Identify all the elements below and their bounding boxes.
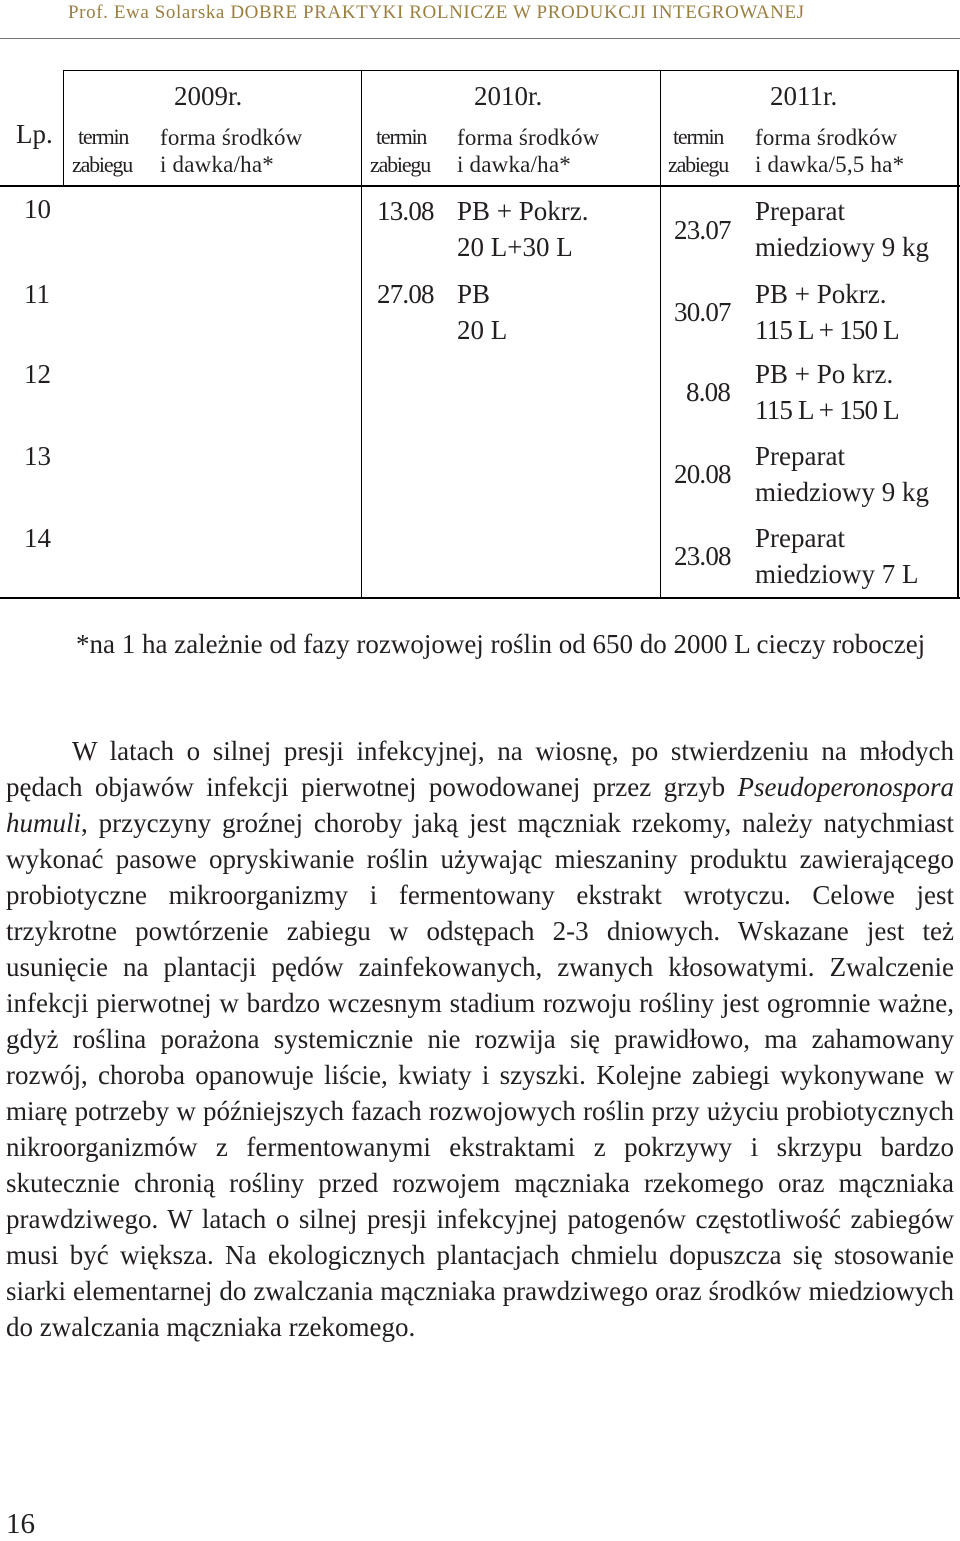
row-13-termin-2011: 20.08 [674,459,731,489]
forma-header-2010-line2: i dawka/ha* [457,152,571,177]
termin-header-2010-line2: zabiegu [370,152,431,177]
row-11-forma-2010-line2: 20 L [457,315,508,345]
divider-2010-2011 [660,70,661,598]
table-right-border [957,70,959,598]
row-11-forma-2011: PB + Pokrz. [755,279,887,309]
table-footnote: *na 1 ha zależnie od fazy rozwojowej roślin od 650 do 2000 L cieczy roboczej [76,629,926,659]
running-header: Prof. Ewa Solarska DOBRE PRAKTYKI ROLNICZE W PRODUKCJI INTEGROWANEJ [68,2,805,23]
forma-header-2011-line2: i dawka/5,5 ha* [755,152,905,177]
row-13-forma-2011-line2: miedziowy 9 kg [755,477,929,507]
table-left-border [63,70,64,185]
table-bottom-border [0,597,960,599]
species-name: Pseudoperonospora humuli [6,772,954,838]
paragraph-part-2: , przyczyny groźnej choroby jaką jest mączniak rzekomy, należy natychmiast wykonać pasowe opryskiwanie roślin używając mieszaniny produktu zawierającego probiotyczne mikroorganizmy i fermentowany ekstrakt wrotyczu. Celowe jest trzykrotne powtórzenie zabiegu w odstępach 2-3 dniowych. Wskazane jest też usunięcie na plantacji pędów zainfekowanych, zwanych kłosowatymi. Zwalczenie infekcji pierwotnej w bardzo wczesnym stadium rozwoju rośliny jest ogromnie ważne, gdyż roślina porażona systemicznie nie rozwija się prawidłowo, ma zahamowany rozwój, choroba opanowuje liście, kwiaty i szyszki. Kolejne zabiegi wykonywane w miarę potrzeby w późniejszych fazach rozwojowych roślin przy użyciu probiotycznych nikroorganizmów z fermentowanymi ekstraktami z pokrzywy i skrzypu bardzo skutecznie chronią rośliny przed rozwojem mączniaka rzekomego oraz mączniaka prawdziwego. W latach o silnej presji infekcyjnej patogenów częstotliwość zabiegów musi być większa. Na ekologicznych plantacjach chmielu dopuszcza się stosowanie siarki elementarnej do zwalczania mączniaka prawdziwego oraz środków miedziowych do zwalczania mączniaka rzekomego. [6,808,954,1342]
termin-header-2011-line2: zabiegu [668,152,729,177]
row-10-forma-2011-line2: miedziowy 9 kg [755,232,929,262]
row-14-forma-2011-line2: miedziowy 7 L [755,559,919,589]
lp-header: Lp. [16,119,53,149]
year-header-2009: 2009r. [174,81,243,111]
row-10-forma-2010: PB + Pokrz. [457,196,589,226]
row-14-forma-2011: Preparat [755,523,845,553]
row-10-lp: 10 [24,194,51,224]
row-13-lp: 13 [24,441,51,471]
row-12-lp: 12 [24,359,51,389]
row-14-lp: 14 [24,523,51,553]
termin-header-2010: termin [376,124,427,149]
forma-header-2011: forma środków [755,125,898,150]
row-11-lp: 11 [24,279,50,309]
row-10-forma-2010-line2: 20 L+30 L [457,232,573,262]
row-12-forma-2011-line2: 115 L + 150 L [755,395,899,425]
page-number: 16 [6,1508,35,1540]
row-10-termin-2010: 13.08 [377,196,434,226]
row-10-termin-2011: 23.07 [674,215,731,245]
row-11-forma-2010: PB [457,279,491,309]
row-14-termin-2011: 23.08 [674,541,731,571]
termin-header-2009-line2: zabiegu [72,152,133,177]
termin-header-2011: termin [673,124,724,149]
row-10-forma-2011: Preparat [755,196,845,226]
forma-header-2009-line2: i dawka/ha* [160,152,274,177]
row-11-forma-2011-line2: 115 L + 150 L [755,315,899,345]
table-top-border [63,70,958,71]
paragraph-part-1: W latach o silnej presji infekcyjnej, na wiosnę, po stwierdzeniu na młodych pędach objawów infekcji pierwotnej powodowanej przez grzyb [6,736,954,802]
divider-2009-2010 [361,70,362,598]
row-12-termin-2011: 8.08 [686,377,731,407]
table-header-bottom-border [0,185,960,187]
termin-header-2009: termin [78,124,129,149]
year-header-2010: 2010r. [474,81,543,111]
row-11-termin-2011: 30.07 [674,297,731,327]
forma-header-2010: forma środków [457,125,600,150]
header-rule [0,38,960,39]
body-paragraph [6,733,954,1345]
forma-header-2009: forma środków [160,125,303,150]
year-header-2011: 2011r. [770,81,838,111]
row-13-forma-2011: Preparat [755,441,845,471]
row-11-termin-2010: 27.08 [377,279,434,309]
row-12-forma-2011: PB + Po krz. [755,359,894,389]
